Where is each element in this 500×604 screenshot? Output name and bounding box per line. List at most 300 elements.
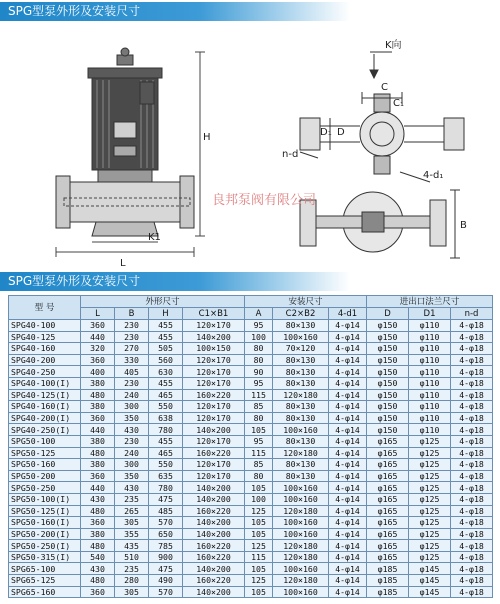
- table-cell: 105: [245, 563, 273, 575]
- table-cell: 280: [115, 575, 149, 587]
- table-cell: 4-φ14: [329, 424, 367, 436]
- table-cell: φ110: [409, 320, 451, 332]
- table-cell: φ125: [409, 517, 451, 529]
- table-cell: 900: [149, 551, 183, 563]
- table-row: [9, 412, 493, 424]
- table-cell: 70×120: [273, 343, 329, 355]
- table-cell: 4-φ18: [451, 377, 493, 389]
- table-cell: φ110: [409, 343, 451, 355]
- table-cell: 490: [149, 575, 183, 587]
- table-cell: φ185: [367, 575, 409, 587]
- col-header: C2×B2: [273, 308, 329, 320]
- table-cell: φ145: [409, 586, 451, 598]
- table-cell: 4-φ14: [329, 412, 367, 424]
- table-cell: 360: [81, 517, 115, 529]
- table-cell: 570: [149, 517, 183, 529]
- table-cell: 4-φ14: [329, 377, 367, 389]
- table-cell: 355: [115, 528, 149, 540]
- table-cell: 140×200: [183, 528, 245, 540]
- table-cell: 80×130: [273, 320, 329, 332]
- table-cell: 115: [245, 447, 273, 459]
- table-cell: φ185: [367, 586, 409, 598]
- table-cell: 455: [149, 320, 183, 332]
- table-cell: 105: [245, 586, 273, 598]
- table-cell: 95: [245, 320, 273, 332]
- col-header: L: [81, 308, 115, 320]
- table-title: SPG型泵外形及安装尺寸: [8, 274, 141, 288]
- table-cell: 4-φ14: [329, 575, 367, 587]
- table-cell: 4-φ18: [451, 424, 493, 436]
- table-row: [9, 586, 493, 598]
- table-cell: 350: [115, 470, 149, 482]
- table-cell: 635: [149, 470, 183, 482]
- table-cell: 115: [245, 389, 273, 401]
- model-cell: SPG50-100: [9, 435, 81, 447]
- table-cell: 360: [81, 320, 115, 332]
- table-cell: 105: [245, 517, 273, 529]
- table-cell: 360: [81, 470, 115, 482]
- table-cell: 4-φ14: [329, 551, 367, 563]
- table-cell: 160×220: [183, 575, 245, 587]
- table-cell: 160×220: [183, 505, 245, 517]
- table-cell: 80×130: [273, 470, 329, 482]
- table-cell: 455: [149, 377, 183, 389]
- table-cell: 125: [245, 575, 273, 587]
- table-cell: 140×200: [183, 517, 245, 529]
- table-cell: 230: [115, 331, 149, 343]
- table-cell: 4-φ14: [329, 447, 367, 459]
- table-cell: 240: [115, 389, 149, 401]
- header-install: 安装尺寸: [245, 296, 367, 308]
- table-cell: φ150: [367, 343, 409, 355]
- table-cell: 120×170: [183, 435, 245, 447]
- table-cell: φ165: [367, 493, 409, 505]
- dim-L-label: L: [120, 258, 126, 269]
- table-cell: 480: [81, 389, 115, 401]
- table-cell: φ110: [409, 389, 451, 401]
- drawing-svg: [0, 22, 500, 272]
- table-cell: 230: [115, 435, 149, 447]
- table-cell: 4-φ14: [329, 470, 367, 482]
- table-cell: φ125: [409, 551, 451, 563]
- table-cell: 455: [149, 435, 183, 447]
- table-row: [9, 493, 493, 505]
- table-cell: φ165: [367, 517, 409, 529]
- table-cell: 4-φ18: [451, 459, 493, 471]
- table-cell: 140×200: [183, 493, 245, 505]
- table-cell: 120×170: [183, 459, 245, 471]
- table-cell: 230: [115, 377, 149, 389]
- table-cell: 480: [81, 540, 115, 552]
- model-cell: SPG40-160(I): [9, 401, 81, 413]
- dim-H-label: H: [203, 132, 211, 143]
- table-cell: 80×130: [273, 435, 329, 447]
- table-cell: 80×130: [273, 354, 329, 366]
- table-cell: φ165: [367, 482, 409, 494]
- table-cell: 230: [115, 320, 149, 332]
- table-cell: 140×200: [183, 482, 245, 494]
- table-cell: 4-φ18: [451, 505, 493, 517]
- table-row: [9, 435, 493, 447]
- model-cell: SPG40-100(I): [9, 377, 81, 389]
- table-row: [9, 551, 493, 563]
- table-cell: 380: [81, 459, 115, 471]
- table-cell: 505: [149, 343, 183, 355]
- table-cell: 440: [81, 331, 115, 343]
- table-cell: 4-φ18: [451, 586, 493, 598]
- table-cell: 4-φ18: [451, 482, 493, 494]
- table-row: [9, 366, 493, 378]
- table-cell: 80×130: [273, 366, 329, 378]
- col-header: B: [115, 308, 149, 320]
- table-cell: 160×220: [183, 389, 245, 401]
- table-cell: 475: [149, 493, 183, 505]
- table-cell: 4-φ14: [329, 331, 367, 343]
- table-cell: 105: [245, 482, 273, 494]
- table-cell: 305: [115, 517, 149, 529]
- table-cell: 140×200: [183, 586, 245, 598]
- table-cell: 115: [245, 551, 273, 563]
- table-cell: 80: [245, 343, 273, 355]
- table-cell: 240: [115, 447, 149, 459]
- table-cell: φ165: [367, 505, 409, 517]
- table-cell: 360: [81, 586, 115, 598]
- table-cell: φ185: [367, 563, 409, 575]
- table-cell: 120×170: [183, 320, 245, 332]
- table-cell: φ110: [409, 377, 451, 389]
- table-cell: φ125: [409, 505, 451, 517]
- model-cell: SPG40-125: [9, 331, 81, 343]
- table-cell: 100×160: [273, 528, 329, 540]
- table-cell: φ150: [367, 401, 409, 413]
- header-outline: 外形尺寸: [81, 296, 245, 308]
- table-cell: 380: [81, 377, 115, 389]
- dim-K1-label: K1: [148, 232, 161, 243]
- table-cell: 4-φ14: [329, 505, 367, 517]
- table-cell: φ150: [367, 331, 409, 343]
- table-cell: 140×200: [183, 331, 245, 343]
- model-cell: SPG65-160: [9, 586, 81, 598]
- model-cell: SPG40-200: [9, 354, 81, 366]
- table-row: [9, 482, 493, 494]
- table-cell: 90: [245, 366, 273, 378]
- col-header: D1: [409, 308, 451, 320]
- model-cell: SPG65-100: [9, 563, 81, 575]
- dim-C1-label: C₁: [393, 98, 404, 109]
- pump-outline-drawing: [0, 22, 500, 272]
- table-cell: 4-φ14: [329, 517, 367, 529]
- col-header: H: [149, 308, 183, 320]
- k-view-label: K向: [385, 40, 402, 51]
- table-cell: 780: [149, 424, 183, 436]
- table-cell: 485: [149, 505, 183, 517]
- table-cell: 105: [245, 528, 273, 540]
- table-cell: φ165: [367, 435, 409, 447]
- table-cell: 120×170: [183, 401, 245, 413]
- col-header: 4-d1: [329, 308, 367, 320]
- col-header: A: [245, 308, 273, 320]
- table-cell: φ125: [409, 435, 451, 447]
- table-cell: φ110: [409, 412, 451, 424]
- table-cell: 430: [115, 482, 149, 494]
- table-group-header-row: [9, 296, 493, 308]
- table-cell: 400: [81, 366, 115, 378]
- table-row: [9, 331, 493, 343]
- dim-4d1-label: 4-d₁: [423, 170, 444, 181]
- dim-D-label: D: [337, 127, 345, 138]
- table-cell: 120×180: [273, 540, 329, 552]
- table-row: [9, 563, 493, 575]
- table-cell: 570: [149, 586, 183, 598]
- table-cell: φ165: [367, 459, 409, 471]
- table-row: [9, 377, 493, 389]
- table-cell: φ150: [367, 320, 409, 332]
- table-row: [9, 540, 493, 552]
- model-cell: SPG40-100: [9, 320, 81, 332]
- table-row: [9, 389, 493, 401]
- table-cell: 475: [149, 563, 183, 575]
- table-cell: 4-φ18: [451, 470, 493, 482]
- col-header: n-d: [451, 308, 493, 320]
- table-cell: 785: [149, 540, 183, 552]
- table-cell: 4-φ18: [451, 528, 493, 540]
- table-cell: 4-φ18: [451, 343, 493, 355]
- table-row: [9, 354, 493, 366]
- pump-front-view: [56, 48, 205, 257]
- table-cell: 380: [81, 435, 115, 447]
- table-cell: 80×130: [273, 412, 329, 424]
- spec-table: [8, 295, 493, 598]
- table-cell: 120×180: [273, 551, 329, 563]
- table-cell: 550: [149, 459, 183, 471]
- col-header: C1×B1: [183, 308, 245, 320]
- table-cell: 4-φ14: [329, 528, 367, 540]
- table-cell: 380: [81, 401, 115, 413]
- header-model: 型 号: [9, 296, 81, 320]
- table-cell: 4-φ14: [329, 354, 367, 366]
- model-cell: SPG40-250: [9, 366, 81, 378]
- table-cell: φ125: [409, 447, 451, 459]
- table-cell: 100×150: [183, 343, 245, 355]
- table-cell: φ110: [409, 331, 451, 343]
- table-cell: 455: [149, 331, 183, 343]
- table-cell: 80: [245, 412, 273, 424]
- table-cell: 85: [245, 401, 273, 413]
- table-cell: φ165: [367, 551, 409, 563]
- table-cell: φ125: [409, 528, 451, 540]
- table-cell: 650: [149, 528, 183, 540]
- table-cell: 100×160: [273, 517, 329, 529]
- dim-nd-label: n-d: [282, 149, 299, 160]
- table-cell: 100×160: [273, 482, 329, 494]
- table-cell: φ110: [409, 366, 451, 378]
- table-cell: 4-φ18: [451, 389, 493, 401]
- model-cell: SPG50-160: [9, 459, 81, 471]
- table-cell: 430: [81, 563, 115, 575]
- table-body: [9, 320, 493, 598]
- table-cell: 4-φ18: [451, 331, 493, 343]
- table-row: [9, 459, 493, 471]
- k-direction-view: [300, 52, 464, 182]
- table-cell: 4-φ14: [329, 389, 367, 401]
- table-row: [9, 505, 493, 517]
- table-cell: 4-φ18: [451, 493, 493, 505]
- table-cell: 95: [245, 435, 273, 447]
- table-cell: 380: [81, 528, 115, 540]
- table-cell: 85: [245, 459, 273, 471]
- top-title-banner: [0, 2, 500, 21]
- model-cell: SPG50-315(I): [9, 551, 81, 563]
- header-flange: 进出口法兰尺寸: [367, 296, 493, 308]
- table-cell: φ150: [367, 377, 409, 389]
- table-cell: 4-φ14: [329, 401, 367, 413]
- col-header: D: [367, 308, 409, 320]
- table-cell: 100×160: [273, 586, 329, 598]
- table-cell: 235: [115, 493, 149, 505]
- table-row: [9, 470, 493, 482]
- table-cell: 4-φ18: [451, 435, 493, 447]
- model-cell: SPG50-160(I): [9, 517, 81, 529]
- table-cell: 4-φ14: [329, 563, 367, 575]
- table-row: [9, 401, 493, 413]
- table-cell: 430: [115, 424, 149, 436]
- table-cell: 120×170: [183, 366, 245, 378]
- table-cell: φ165: [367, 528, 409, 540]
- table-cell: 330: [115, 354, 149, 366]
- table-cell: 4-φ14: [329, 459, 367, 471]
- model-cell: SPG65-125: [9, 575, 81, 587]
- table-cell: φ165: [367, 540, 409, 552]
- table-cell: 235: [115, 563, 149, 575]
- model-cell: SPG40-125(I): [9, 389, 81, 401]
- table-cell: φ165: [367, 470, 409, 482]
- table-row: [9, 320, 493, 332]
- table-cell: 300: [115, 401, 149, 413]
- table-cell: 4-φ18: [451, 401, 493, 413]
- model-cell: SPG50-125: [9, 447, 81, 459]
- model-cell: SPG50-200: [9, 470, 81, 482]
- table-cell: 4-φ14: [329, 482, 367, 494]
- table-cell: 100×160: [273, 331, 329, 343]
- table-cell: 120×180: [273, 575, 329, 587]
- model-cell: SPG40-160: [9, 343, 81, 355]
- model-cell: SPG50-125(I): [9, 505, 81, 517]
- table-cell: φ145: [409, 575, 451, 587]
- table-cell: 100: [245, 331, 273, 343]
- table-cell: 320: [81, 343, 115, 355]
- table-cell: 80×130: [273, 401, 329, 413]
- table-cell: φ150: [367, 424, 409, 436]
- table-cell: 120×180: [273, 447, 329, 459]
- table-cell: 305: [115, 586, 149, 598]
- table-cell: 105: [245, 424, 273, 436]
- watermark: 良邦泵阀有限公司: [212, 193, 317, 208]
- table-cell: 360: [81, 412, 115, 424]
- table-cell: φ125: [409, 482, 451, 494]
- table-cell: φ125: [409, 540, 451, 552]
- table-cell: 480: [81, 575, 115, 587]
- table-cell: φ150: [367, 366, 409, 378]
- table-cell: 465: [149, 389, 183, 401]
- table-cell: φ125: [409, 459, 451, 471]
- table-cell: 270: [115, 343, 149, 355]
- table-cell: φ150: [367, 412, 409, 424]
- table-cell: 4-φ14: [329, 320, 367, 332]
- table-cell: 4-φ18: [451, 563, 493, 575]
- table-row: [9, 424, 493, 436]
- table-title-banner: [0, 272, 500, 291]
- table-cell: φ165: [367, 447, 409, 459]
- model-cell: SPG50-250(I): [9, 540, 81, 552]
- table-cell: 4-φ14: [329, 435, 367, 447]
- table-cell: 100×160: [273, 493, 329, 505]
- table-cell: φ150: [367, 389, 409, 401]
- table-cell: 4-φ18: [451, 366, 493, 378]
- table-cell: 405: [115, 366, 149, 378]
- table-cell: 125: [245, 505, 273, 517]
- model-cell: SPG40-250(I): [9, 424, 81, 436]
- table-cell: 80×130: [273, 459, 329, 471]
- table-cell: φ125: [409, 470, 451, 482]
- table-cell: 125: [245, 540, 273, 552]
- model-cell: SPG50-200(I): [9, 528, 81, 540]
- table-cell: 4-φ18: [451, 551, 493, 563]
- pump-top-view: [300, 190, 460, 258]
- table-row: [9, 575, 493, 587]
- table-cell: 360: [81, 354, 115, 366]
- table-cell: 4-φ18: [451, 447, 493, 459]
- dim-C-label: C: [381, 82, 388, 93]
- table-cell: φ110: [409, 424, 451, 436]
- table-cell: 120×170: [183, 354, 245, 366]
- dim-D1-label: D₁: [320, 127, 332, 138]
- table-cell: 4-φ18: [451, 412, 493, 424]
- table-cell: 780: [149, 482, 183, 494]
- table-cell: 4-φ14: [329, 343, 367, 355]
- table-cell: 4-φ14: [329, 540, 367, 552]
- table-cell: 638: [149, 412, 183, 424]
- table-cell: 630: [149, 366, 183, 378]
- table-cell: 480: [81, 447, 115, 459]
- table-cell: 4-φ18: [451, 517, 493, 529]
- table-cell: 350: [115, 412, 149, 424]
- table-cell: 100×160: [273, 424, 329, 436]
- table-cell: φ145: [409, 563, 451, 575]
- table-cell: 140×200: [183, 424, 245, 436]
- table-cell: 120×180: [273, 505, 329, 517]
- table-row: [9, 528, 493, 540]
- table-cell: φ125: [409, 493, 451, 505]
- top-title: SPG型泵外形及安装尺寸: [8, 4, 141, 18]
- table-cell: 440: [81, 424, 115, 436]
- table-row: [9, 343, 493, 355]
- model-cell: SPG50-100(I): [9, 493, 81, 505]
- table-cell: 160×220: [183, 540, 245, 552]
- table-cell: 480: [81, 505, 115, 517]
- table-cell: 4-φ14: [329, 493, 367, 505]
- dim-B-label: B: [460, 220, 467, 231]
- table-cell: 80: [245, 470, 273, 482]
- table-cell: 80×130: [273, 377, 329, 389]
- table-cell: 160×220: [183, 551, 245, 563]
- table-cell: φ110: [409, 401, 451, 413]
- table-cell: 510: [115, 551, 149, 563]
- table-cell: 4-φ18: [451, 320, 493, 332]
- table-cell: φ110: [409, 354, 451, 366]
- model-cell: SPG40-200(I): [9, 412, 81, 424]
- table-column-header-row: [9, 308, 493, 320]
- table-cell: 160×220: [183, 447, 245, 459]
